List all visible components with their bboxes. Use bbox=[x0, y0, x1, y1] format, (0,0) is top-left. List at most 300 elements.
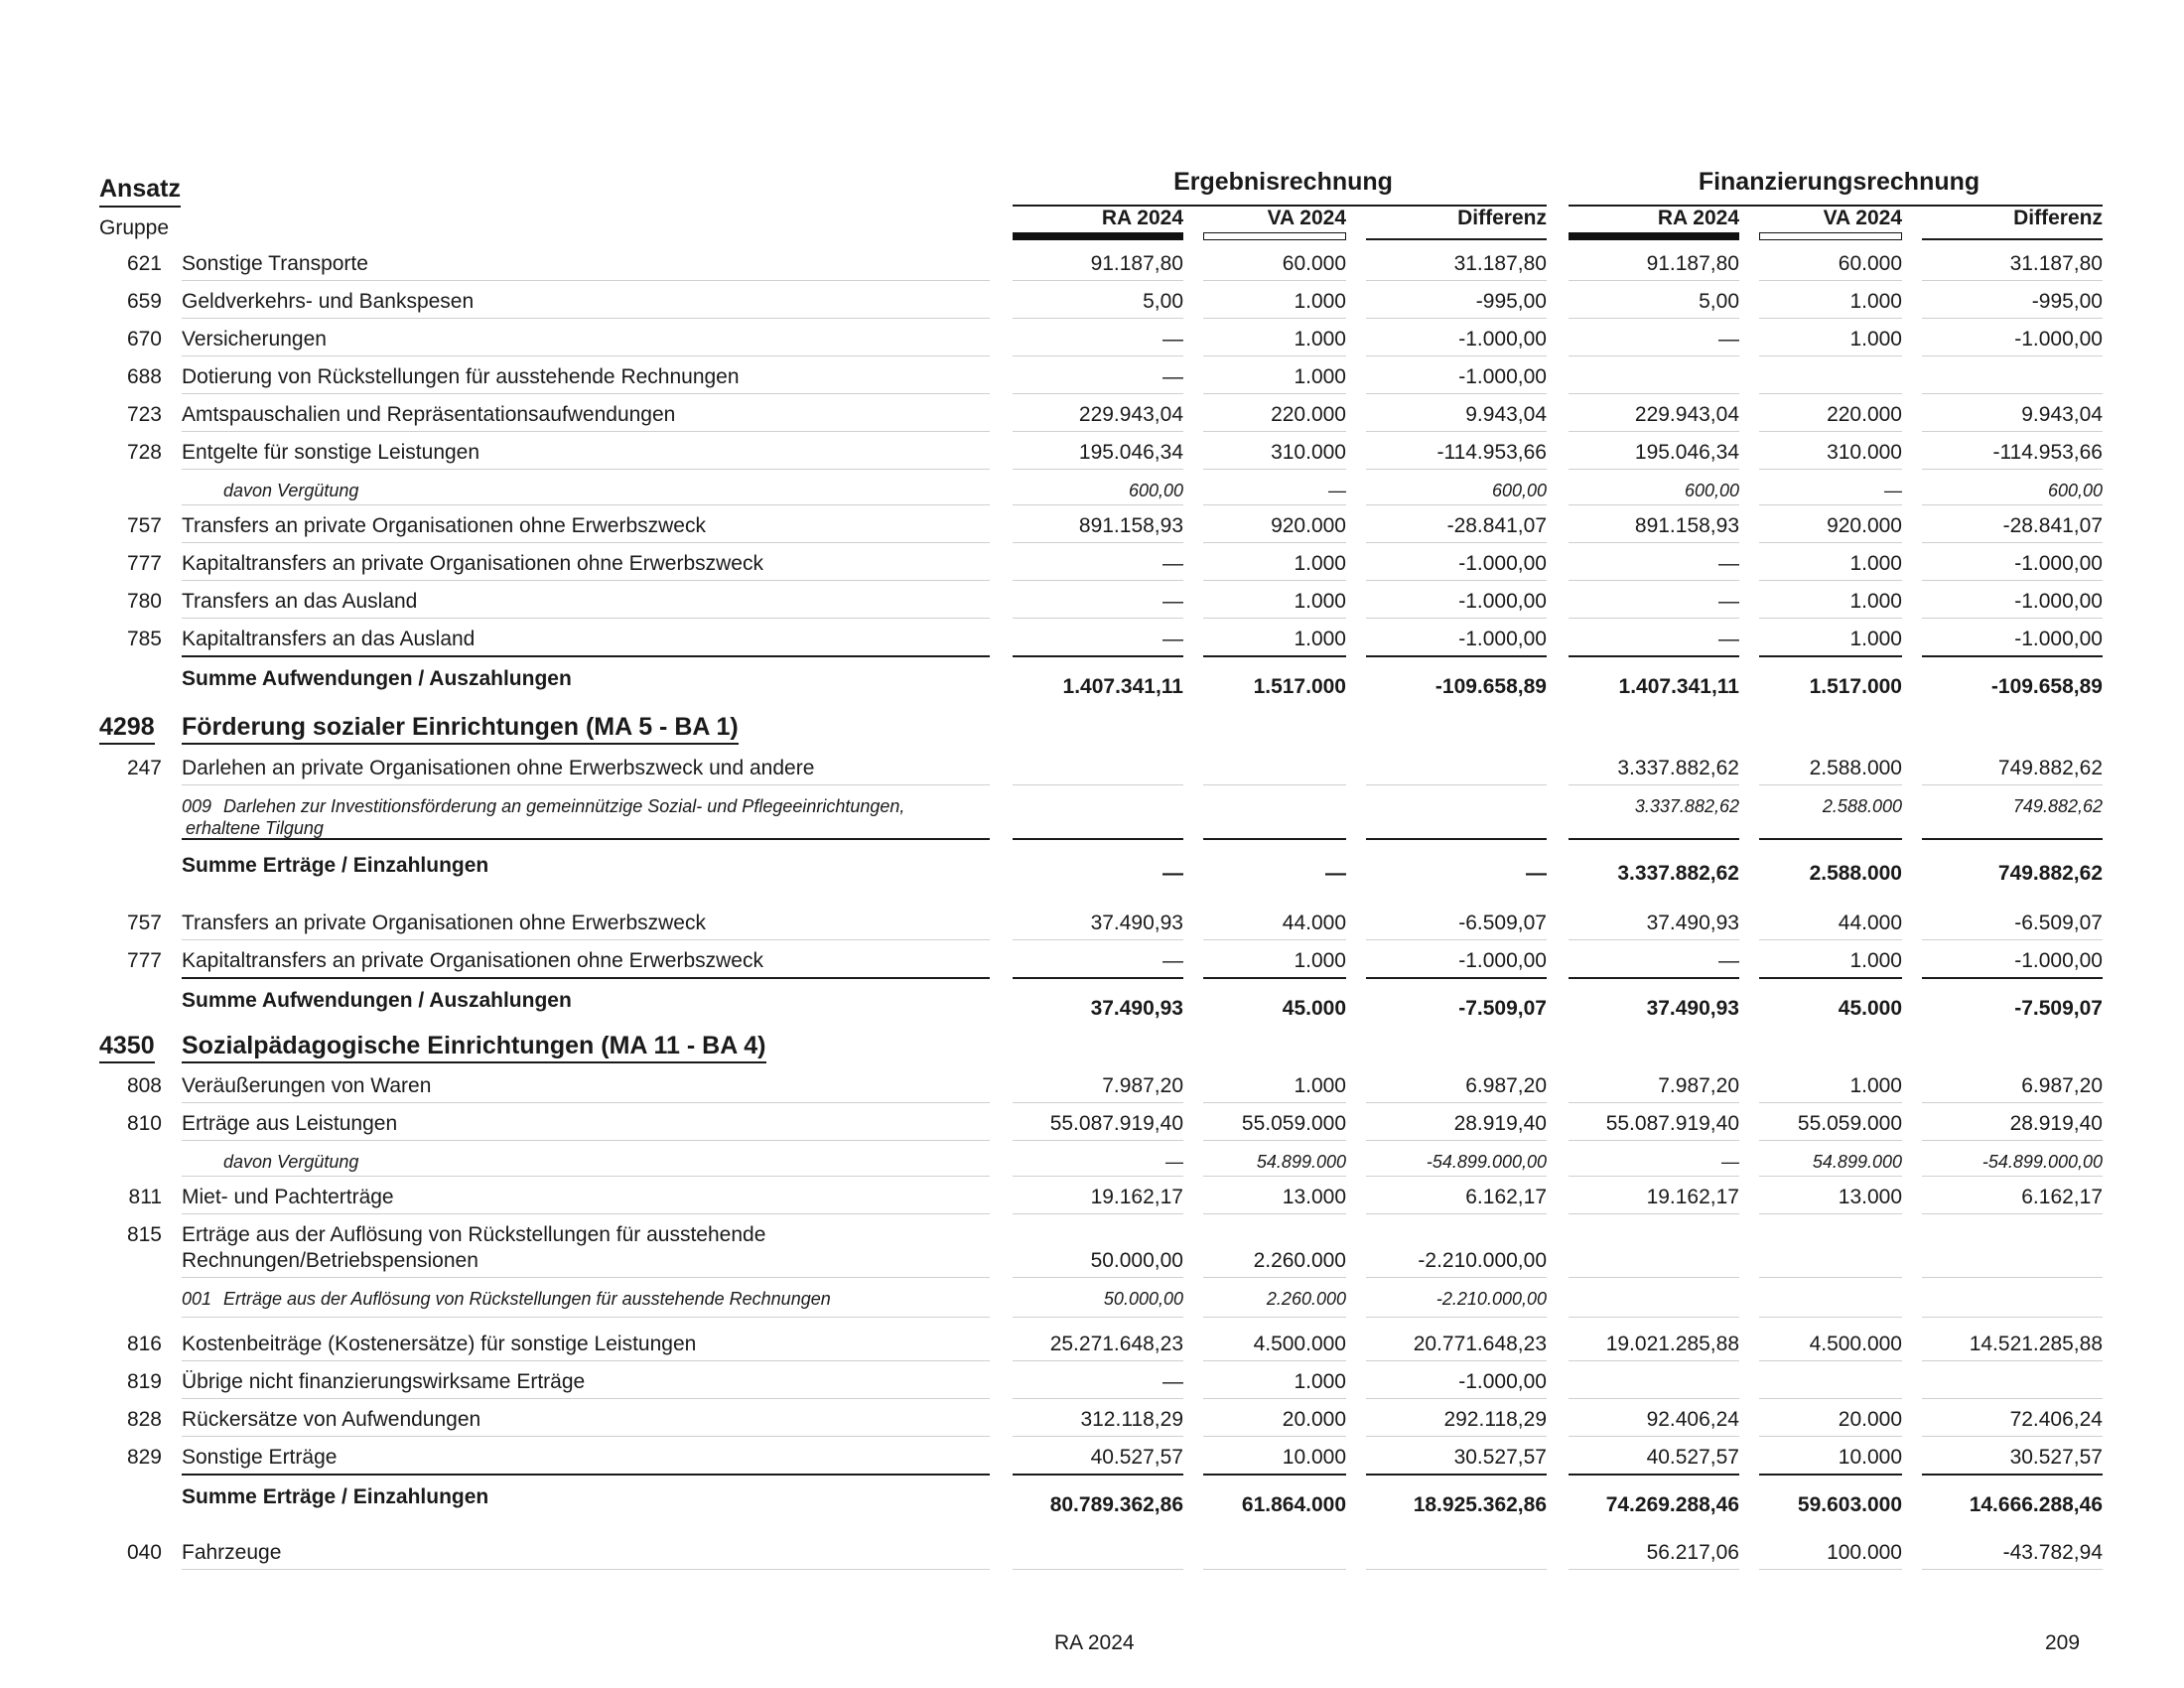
cell-underline bbox=[1013, 1360, 1183, 1361]
cell-underline bbox=[1569, 542, 1739, 543]
cell-underline bbox=[1759, 1317, 1902, 1318]
cell-diff-finanz: -1.000,00 bbox=[2014, 949, 2103, 972]
label-underline bbox=[182, 618, 990, 619]
table-row bbox=[0, 1446, 2184, 1476]
label-underline bbox=[182, 504, 990, 505]
cell-ra-ergebnis: 55.087.919,40 bbox=[1049, 1112, 1183, 1135]
cell-underline bbox=[1569, 504, 1739, 505]
row-code: 815 bbox=[126, 1223, 162, 1246]
cell-va-finanz: — bbox=[1884, 481, 1902, 500]
row-code: 828 bbox=[126, 1408, 162, 1431]
cell-va-ergebnis: 20.000 bbox=[1282, 1408, 1346, 1431]
cell-underline bbox=[1203, 1436, 1346, 1437]
cell-va-finanz: 54.899.000 bbox=[1812, 1152, 1902, 1172]
cell-va-finanz: 1.517.000 bbox=[1809, 675, 1902, 698]
cell-underline bbox=[1366, 1398, 1547, 1399]
cell-ra-finanz: — bbox=[1718, 949, 1739, 972]
ra-solid-bar bbox=[1569, 232, 1739, 240]
label-underline bbox=[182, 1398, 990, 1399]
cell-underline bbox=[1569, 469, 1739, 470]
cell-underline bbox=[1366, 1102, 1547, 1103]
cell-underline bbox=[1922, 280, 2103, 281]
cell-underline bbox=[1922, 1569, 2103, 1570]
row-label: Entgelte für sonstige Leistungen bbox=[182, 441, 480, 464]
cell-diff-ergebnis: -1.000,00 bbox=[1458, 328, 1547, 351]
cell-underline bbox=[1013, 393, 1183, 394]
cell-underline bbox=[1922, 431, 2103, 432]
row-label: Dotierung von Rückstellungen für ausstehende Rechnungen bbox=[182, 365, 740, 388]
row-label: Kapitaltransfers an private Organisationen ohne Erwerbszweck bbox=[182, 552, 763, 575]
row-code: 808 bbox=[126, 1074, 162, 1097]
cell-underline bbox=[1922, 1140, 2103, 1141]
sum-row bbox=[0, 1485, 2184, 1525]
cell-underline bbox=[1922, 618, 2103, 619]
cell-underline bbox=[1366, 469, 1547, 470]
row-code: 757 bbox=[126, 514, 162, 537]
cell-underline bbox=[1569, 355, 1739, 356]
cell-underline bbox=[1366, 431, 1547, 432]
cell-va-finanz: 60.000 bbox=[1838, 252, 1902, 275]
cell-diff-finanz: 31.187,80 bbox=[2009, 252, 2103, 275]
table-row bbox=[0, 1370, 2184, 1400]
cell-va-finanz: 1.000 bbox=[1849, 628, 1902, 650]
cell-va-ergebnis: 1.000 bbox=[1294, 1074, 1346, 1097]
cell-underline bbox=[1013, 318, 1183, 319]
cell-ra-ergebnis: 91.187,80 bbox=[1090, 252, 1183, 275]
cell-diff-ergebnis: -1.000,00 bbox=[1458, 590, 1547, 613]
cell-ra-ergebnis: 37.490,93 bbox=[1090, 997, 1183, 1020]
cell-diff-ergebnis: -1.000,00 bbox=[1458, 552, 1547, 575]
label-underline bbox=[182, 1474, 990, 1476]
cell-underline bbox=[1922, 1474, 2103, 1476]
row-label: Sonstige Erträge bbox=[182, 1446, 338, 1469]
label-underline bbox=[182, 1436, 990, 1437]
cell-underline bbox=[1922, 977, 2103, 979]
cell-underline bbox=[1759, 1569, 1902, 1570]
cell-diff-ergebnis: -1.000,00 bbox=[1458, 365, 1547, 388]
cell-ra-finanz: 40.527,57 bbox=[1646, 1446, 1739, 1469]
cell-diff-ergebnis: -1.000,00 bbox=[1458, 1370, 1547, 1393]
cell-va-ergebnis: 1.000 bbox=[1294, 328, 1346, 351]
cell-underline bbox=[1922, 939, 2103, 940]
cell-diff-ergebnis: -2.210.000,00 bbox=[1435, 1289, 1547, 1309]
cell-ra-ergebnis: — bbox=[1162, 365, 1183, 388]
cell-underline bbox=[1366, 1569, 1547, 1570]
label-underline bbox=[182, 393, 990, 394]
sum-row bbox=[0, 989, 2184, 1029]
row-label: Darlehen zur Investitionsförderung an gemeinnützige Sozial- und Pflegeeinrichtungen, bbox=[223, 796, 905, 816]
cell-underline bbox=[1569, 977, 1739, 979]
row-label: Summe Erträge / Einzahlungen bbox=[182, 854, 489, 877]
cell-va-ergebnis: 2.260.000 bbox=[1253, 1249, 1346, 1272]
cell-va-finanz: 1.000 bbox=[1849, 949, 1902, 972]
cell-underline bbox=[1759, 1102, 1902, 1103]
sum-row bbox=[0, 854, 2184, 894]
label-underline bbox=[182, 1102, 990, 1103]
label-underline bbox=[182, 280, 990, 281]
row-code: 247 bbox=[126, 757, 162, 779]
cell-va-finanz: 1.000 bbox=[1849, 328, 1902, 351]
cell-underline bbox=[1203, 784, 1346, 785]
cell-underline bbox=[1569, 618, 1739, 619]
cell-va-ergebnis: 1.000 bbox=[1294, 628, 1346, 650]
cell-diff-finanz: -54.899.000,00 bbox=[1981, 1152, 2103, 1172]
cell-ra-ergebnis: — bbox=[1165, 1152, 1183, 1172]
cell-diff-finanz: -109.658,89 bbox=[1990, 675, 2103, 698]
cell-ra-finanz: 56.217,06 bbox=[1646, 1541, 1739, 1564]
cell-diff-ergebnis: 9.943,04 bbox=[1465, 403, 1547, 426]
cell-diff-ergebnis: -7.509,07 bbox=[1458, 997, 1547, 1020]
cell-va-ergebnis: 55.059.000 bbox=[1241, 1112, 1346, 1135]
cell-diff-finanz: 14.666.288,46 bbox=[1969, 1493, 2103, 1516]
cell-va-ergebnis: 10.000 bbox=[1282, 1446, 1346, 1469]
cell-underline bbox=[1569, 1436, 1739, 1437]
cell-ra-finanz: 1.407.341,11 bbox=[1618, 675, 1739, 698]
cell-diff-finanz: 749.882,62 bbox=[1997, 862, 2103, 885]
cell-ra-finanz: — bbox=[1718, 552, 1739, 575]
cell-underline bbox=[1922, 469, 2103, 470]
col-head-va-ergebnis: VA 2024 bbox=[1267, 207, 1346, 229]
cell-underline bbox=[1013, 355, 1183, 356]
group-title-finanzierungsrechnung: Finanzierungsrechnung bbox=[1698, 168, 1980, 196]
cell-diff-ergebnis: 30.527,57 bbox=[1453, 1446, 1547, 1469]
cell-va-finanz: 13.000 bbox=[1838, 1186, 1902, 1208]
cell-diff-ergebnis: -114.953,66 bbox=[1436, 441, 1547, 464]
cell-diff-ergebnis: -109.658,89 bbox=[1434, 675, 1547, 698]
cell-va-ergebnis: 2.260.000 bbox=[1266, 1289, 1346, 1309]
table-row bbox=[0, 328, 2184, 357]
cell-va-ergebnis: 1.000 bbox=[1294, 552, 1346, 575]
section-code: 4350 bbox=[99, 1032, 155, 1063]
cell-diff-finanz: 6.162,17 bbox=[2021, 1186, 2103, 1208]
cell-underline bbox=[1013, 838, 1183, 840]
cell-underline bbox=[1759, 618, 1902, 619]
cell-ra-ergebnis: 229.943,04 bbox=[1078, 403, 1183, 426]
cell-underline bbox=[1013, 1569, 1183, 1570]
cell-va-ergebnis: 1.517.000 bbox=[1253, 675, 1346, 698]
cell-ra-finanz: 891.158,93 bbox=[1634, 514, 1739, 537]
diff-rule bbox=[1922, 238, 2103, 240]
va-hollow-bar bbox=[1203, 232, 1346, 240]
cell-underline bbox=[1366, 580, 1547, 581]
cell-underline bbox=[1759, 431, 1902, 432]
cell-underline bbox=[1569, 784, 1739, 785]
row-code: 621 bbox=[126, 252, 162, 275]
cell-diff-ergebnis: 6.162,17 bbox=[1465, 1186, 1547, 1208]
cell-ra-finanz: 37.490,93 bbox=[1646, 912, 1739, 934]
cell-underline bbox=[1366, 618, 1547, 619]
cell-va-ergebnis: 4.500.000 bbox=[1253, 1333, 1346, 1355]
sum-row bbox=[0, 667, 2184, 707]
row-label: Transfers an private Organisationen ohne Erwerbszweck bbox=[182, 514, 706, 537]
cell-underline bbox=[1203, 1474, 1346, 1476]
row-code: 819 bbox=[126, 1370, 162, 1393]
table-row bbox=[0, 796, 2184, 840]
cell-diff-finanz: -1.000,00 bbox=[2014, 628, 2103, 650]
row-label: Kostenbeiträge (Kostenersätze) für sonstige Leistungen bbox=[182, 1333, 697, 1355]
cell-diff-ergebnis: -28.841,07 bbox=[1446, 514, 1547, 537]
cell-diff-finanz: -7.509,07 bbox=[2014, 997, 2103, 1020]
table-row bbox=[0, 912, 2184, 941]
cell-diff-ergebnis: 600,00 bbox=[1491, 481, 1547, 500]
cell-diff-ergebnis: 292.118,29 bbox=[1443, 1408, 1547, 1431]
row-label: Erträge aus der Auflösung von Rückstellungen für ausstehende Rechnungen bbox=[223, 1289, 831, 1309]
cell-ra-ergebnis: — bbox=[1162, 328, 1183, 351]
section-code: 4298 bbox=[99, 713, 155, 745]
cell-va-finanz: 2.588.000 bbox=[1809, 757, 1902, 779]
cell-underline bbox=[1759, 977, 1902, 979]
row-label: Erträge aus der Auflösung von Rückstellungen für ausstehende bbox=[182, 1223, 766, 1246]
cell-va-finanz: 1.000 bbox=[1849, 1074, 1902, 1097]
label-underline bbox=[182, 1140, 990, 1141]
cell-ra-finanz: 3.337.882,62 bbox=[1617, 862, 1739, 885]
cell-ra-finanz: 91.187,80 bbox=[1646, 252, 1739, 275]
cell-underline bbox=[1203, 318, 1346, 319]
cell-ra-ergebnis: 1.407.341,11 bbox=[1062, 675, 1183, 698]
cell-underline bbox=[1366, 542, 1547, 543]
table-row bbox=[0, 1333, 2184, 1362]
label-underline bbox=[182, 977, 990, 979]
cell-underline bbox=[1922, 542, 2103, 543]
cell-underline bbox=[1366, 1436, 1547, 1437]
row-code: 780 bbox=[126, 590, 162, 613]
cell-va-finanz: 20.000 bbox=[1838, 1408, 1902, 1431]
table-row bbox=[0, 290, 2184, 320]
cell-diff-finanz: 30.527,57 bbox=[2009, 1446, 2103, 1469]
cell-underline bbox=[1366, 1213, 1547, 1214]
cell-ra-finanz: 195.046,34 bbox=[1634, 441, 1739, 464]
cell-diff-finanz: -1.000,00 bbox=[2014, 552, 2103, 575]
table-row bbox=[0, 481, 2184, 506]
cell-ra-ergebnis: 891.158,93 bbox=[1078, 514, 1183, 537]
cell-va-ergebnis: 920.000 bbox=[1271, 514, 1346, 537]
cell-ra-ergebnis: 50.000,00 bbox=[1090, 1249, 1183, 1272]
cell-ra-ergebnis: 50.000,00 bbox=[1103, 1289, 1183, 1309]
cell-underline bbox=[1013, 655, 1183, 657]
cell-va-ergebnis: 1.000 bbox=[1294, 290, 1346, 313]
cell-underline bbox=[1366, 1360, 1547, 1361]
table-row bbox=[0, 1186, 2184, 1215]
cell-diff-ergebnis: — bbox=[1526, 862, 1547, 885]
table-row bbox=[0, 1074, 2184, 1104]
cell-diff-ergebnis: -995,00 bbox=[1475, 290, 1547, 313]
cell-ra-finanz: — bbox=[1718, 628, 1739, 650]
row-label: Geldverkehrs- und Bankspesen bbox=[182, 290, 475, 313]
cell-underline bbox=[1759, 784, 1902, 785]
row-code: 728 bbox=[126, 441, 162, 464]
cell-underline bbox=[1013, 939, 1183, 940]
cell-underline bbox=[1366, 1277, 1547, 1278]
cell-underline bbox=[1922, 838, 2103, 840]
cell-va-ergebnis: 44.000 bbox=[1282, 912, 1346, 934]
cell-ra-ergebnis: 7.987,20 bbox=[1102, 1074, 1183, 1097]
cell-diff-ergebnis: -1.000,00 bbox=[1458, 949, 1547, 972]
group-title-ergebnisrechnung: Ergebnisrechnung bbox=[1173, 168, 1393, 196]
row-code: 829 bbox=[126, 1446, 162, 1469]
cell-diff-ergebnis: 31.187,80 bbox=[1453, 252, 1547, 275]
row-label: davon Vergütung bbox=[223, 481, 359, 500]
cell-ra-finanz: 3.337.882,62 bbox=[1634, 796, 1739, 816]
cell-underline bbox=[1366, 504, 1547, 505]
row-code: 785 bbox=[126, 628, 162, 650]
cell-underline bbox=[1569, 1213, 1739, 1214]
cell-va-ergebnis: — bbox=[1328, 481, 1346, 500]
cell-ra-finanz: 37.490,93 bbox=[1646, 997, 1739, 1020]
cell-underline bbox=[1569, 655, 1739, 657]
cell-ra-ergebnis: 19.162,17 bbox=[1090, 1186, 1183, 1208]
cell-va-finanz: 1.000 bbox=[1849, 590, 1902, 613]
table-row bbox=[0, 949, 2184, 979]
cell-underline bbox=[1013, 1102, 1183, 1103]
cell-underline bbox=[1569, 838, 1739, 840]
cell-diff-ergebnis: 6.987,20 bbox=[1465, 1074, 1547, 1097]
row-label: Miet- und Pachterträge bbox=[182, 1186, 394, 1208]
cell-underline bbox=[1203, 1398, 1346, 1399]
cell-ra-ergebnis: 600,00 bbox=[1128, 481, 1183, 500]
cell-ra-ergebnis: — bbox=[1162, 590, 1183, 613]
cell-underline bbox=[1759, 838, 1902, 840]
cell-va-finanz: 55.059.000 bbox=[1797, 1112, 1902, 1135]
cell-underline bbox=[1922, 504, 2103, 505]
cell-underline bbox=[1366, 655, 1547, 657]
cell-underline bbox=[1922, 655, 2103, 657]
cell-underline bbox=[1366, 355, 1547, 356]
cell-ra-finanz: 55.087.919,40 bbox=[1605, 1112, 1739, 1135]
cell-ra-ergebnis: 5,00 bbox=[1143, 290, 1183, 313]
cell-underline bbox=[1013, 431, 1183, 432]
cell-underline bbox=[1203, 1360, 1346, 1361]
cell-underline bbox=[1922, 1102, 2103, 1103]
cell-underline bbox=[1013, 1398, 1183, 1399]
cell-underline bbox=[1759, 1360, 1902, 1361]
cell-underline bbox=[1569, 1398, 1739, 1399]
cell-underline bbox=[1366, 784, 1547, 785]
table-row bbox=[0, 1152, 2184, 1178]
cell-va-ergebnis: 60.000 bbox=[1282, 252, 1346, 275]
cell-underline bbox=[1366, 280, 1547, 281]
va-hollow-bar bbox=[1759, 232, 1902, 240]
cell-ra-finanz: — bbox=[1718, 590, 1739, 613]
label-underline bbox=[182, 838, 990, 840]
row-label-continued: erhaltene Tilgung bbox=[186, 818, 324, 838]
cell-ra-ergebnis: 195.046,34 bbox=[1078, 441, 1183, 464]
cell-underline bbox=[1203, 1102, 1346, 1103]
cell-va-finanz: 310.000 bbox=[1827, 441, 1902, 464]
cell-va-finanz: 44.000 bbox=[1838, 912, 1902, 934]
cell-diff-finanz: 72.406,24 bbox=[2009, 1408, 2103, 1431]
row-label: Übrige nicht finanzierungswirksame Erträge bbox=[182, 1370, 586, 1393]
table-row bbox=[0, 1223, 2184, 1279]
cell-underline bbox=[1759, 280, 1902, 281]
cell-underline bbox=[1203, 1213, 1346, 1214]
table-row bbox=[0, 365, 2184, 395]
cell-ra-ergebnis: 40.527,57 bbox=[1090, 1446, 1183, 1469]
cell-underline bbox=[1569, 318, 1739, 319]
row-code: 810 bbox=[126, 1112, 162, 1135]
cell-diff-finanz: -43.782,94 bbox=[2002, 1541, 2103, 1564]
cell-diff-finanz: -114.953,66 bbox=[1992, 441, 2103, 464]
cell-underline bbox=[1922, 1398, 2103, 1399]
cell-underline bbox=[1922, 1176, 2103, 1177]
cell-underline bbox=[1203, 655, 1346, 657]
cell-va-finanz: 4.500.000 bbox=[1809, 1333, 1902, 1355]
label-underline bbox=[182, 1277, 990, 1278]
table-row bbox=[0, 514, 2184, 544]
row-code: 757 bbox=[126, 912, 162, 934]
cell-diff-ergebnis: 20.771.648,23 bbox=[1413, 1333, 1547, 1355]
section-title: Sozialpädagogische Einrichtungen (MA 11 - BA 4) bbox=[182, 1032, 766, 1063]
cell-underline bbox=[1366, 1140, 1547, 1141]
cell-underline bbox=[1759, 1176, 1902, 1177]
cell-underline bbox=[1759, 1140, 1902, 1141]
row-code: 811 bbox=[128, 1186, 162, 1208]
cell-underline bbox=[1569, 1474, 1739, 1476]
cell-underline bbox=[1759, 1277, 1902, 1278]
col-head-va-finanz: VA 2024 bbox=[1823, 207, 1902, 229]
cell-underline bbox=[1759, 1213, 1902, 1214]
cell-underline bbox=[1203, 469, 1346, 470]
section-title: Förderung sozialer Einrichtungen (MA 5 - BA 1) bbox=[182, 713, 739, 745]
row-label: Versicherungen bbox=[182, 328, 327, 351]
table-row bbox=[0, 1541, 2184, 1571]
table-row bbox=[0, 1289, 2184, 1319]
cell-va-finanz: 1.000 bbox=[1849, 290, 1902, 313]
cell-underline bbox=[1569, 1102, 1739, 1103]
cell-ra-ergebnis: 312.118,29 bbox=[1080, 1408, 1183, 1431]
cell-ra-finanz: 74.269.288,46 bbox=[1605, 1493, 1739, 1516]
cell-underline bbox=[1366, 977, 1547, 979]
cell-underline bbox=[1013, 977, 1183, 979]
footer-label: RA 2024 bbox=[1054, 1631, 1135, 1654]
cell-underline bbox=[1569, 1317, 1739, 1318]
row-label: Summe Aufwendungen / Auszahlungen bbox=[182, 667, 572, 690]
cell-ra-finanz: 600,00 bbox=[1684, 481, 1739, 500]
row-label: Transfers an private Organisationen ohne Erwerbszweck bbox=[182, 912, 706, 934]
cell-va-ergebnis: 1.000 bbox=[1294, 1370, 1346, 1393]
label-underline bbox=[182, 1360, 990, 1361]
table-row bbox=[0, 403, 2184, 433]
cell-va-finanz: 220.000 bbox=[1827, 403, 1902, 426]
row-label: Summe Aufwendungen / Auszahlungen bbox=[182, 989, 572, 1012]
cell-underline bbox=[1759, 318, 1902, 319]
cell-ra-finanz: 92.406,24 bbox=[1646, 1408, 1739, 1431]
cell-ra-ergebnis: 80.789.362,86 bbox=[1049, 1493, 1183, 1516]
cell-underline bbox=[1013, 280, 1183, 281]
cell-underline bbox=[1569, 1360, 1739, 1361]
cell-diff-finanz: -28.841,07 bbox=[2002, 514, 2103, 537]
cell-underline bbox=[1569, 431, 1739, 432]
cell-diff-finanz: -995,00 bbox=[2031, 290, 2103, 313]
cell-diff-finanz: 749.882,62 bbox=[1997, 757, 2103, 779]
cell-underline bbox=[1203, 1277, 1346, 1278]
cell-underline bbox=[1203, 580, 1346, 581]
row-code: 688 bbox=[126, 365, 162, 388]
cell-underline bbox=[1013, 1213, 1183, 1214]
cell-underline bbox=[1569, 393, 1739, 394]
table-row bbox=[0, 252, 2184, 282]
cell-underline bbox=[1569, 1277, 1739, 1278]
cell-underline bbox=[1013, 784, 1183, 785]
row-code: 001 bbox=[182, 1289, 212, 1309]
cell-va-ergebnis: 13.000 bbox=[1282, 1186, 1346, 1208]
label-underline bbox=[182, 318, 990, 319]
label-underline bbox=[182, 1176, 990, 1177]
cell-diff-finanz: -6.509,07 bbox=[2014, 912, 2103, 934]
label-underline bbox=[182, 655, 990, 657]
cell-va-finanz: 2.588.000 bbox=[1822, 796, 1902, 816]
cell-underline bbox=[1569, 1176, 1739, 1177]
col-head-ra-finanz: RA 2024 bbox=[1657, 207, 1739, 229]
